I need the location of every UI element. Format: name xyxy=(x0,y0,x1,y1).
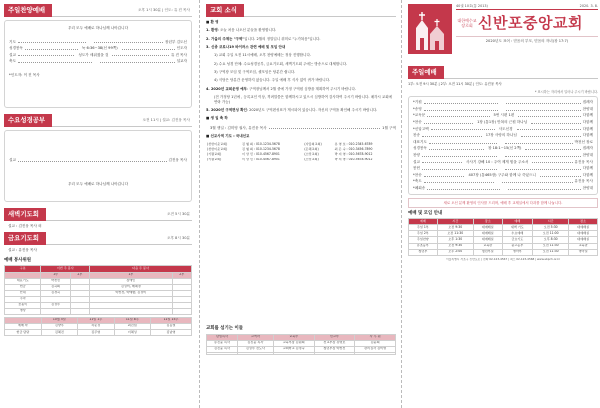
order-row: *축도 유진웅 목사 xyxy=(413,179,593,184)
order-row: 설교 김진웅 목사 xyxy=(9,158,187,163)
news-item: 3. 신종 코로나19 바이러스 관련 예배 및 모임 안내 xyxy=(206,44,286,49)
order-row: *폐회송 찬양대 xyxy=(413,186,593,191)
news-title: 교회 소식 xyxy=(206,4,244,17)
sunday-worship-section xyxy=(408,66,598,261)
right-column xyxy=(408,4,598,261)
welcome-note: 새로 오신 분께 환영의 인사를 드리며, 예배 후 교제실에서 다과를 함께 나눕니다. xyxy=(408,198,598,208)
staff-title: 교회를 섬기는 이들 xyxy=(206,326,243,331)
wednesday-section xyxy=(4,114,192,202)
church-name-block xyxy=(456,14,598,33)
news-item: 1) 교회 주일 오전 11시예배, 오후 찬양예배는 정상 진행합니다. xyxy=(214,53,311,58)
news-item: 2) 수요 성경 단체: 수요성경공부, 금요기도회, 새벽기도회 주에는 방송으로 대체합니다. xyxy=(214,61,348,66)
order-row: *송영 찬양대 xyxy=(413,106,593,111)
subsection-title: ■ 선교사역 기도 : 국내선교 xyxy=(206,134,250,139)
schedule-table: 예배 시간 장소 예배 시간 장소 주일 1부 오전 9:30 대예배실 새벽 기도 오전 5:30 대예배실 주일 2부 오전 11:30 대예배실 수요예배 오전 11:00 대예배실 주일찬양 오후 1:30 대예배실 금요기도 오후 8:30 대예배실 유초등부 오전 9:30 교육관 중고등부 오전 11:30 교육관 청년부 오후 2:00 청년부실 영아부 오전 11:30 영아실 xyxy=(408,218,598,255)
duty-section xyxy=(4,258,192,336)
order-row: 봉헌 다함께 xyxy=(413,166,593,171)
table-row: (선한이웃교회) 김 형 희 : 010-1234-5678 (사랑의교회) 유 영 호 : 010-2345-6789 xyxy=(207,142,373,146)
section-meta: 오전 11시 | 설교: 김진웅 목사 xyxy=(142,117,190,122)
closing-line: 우리 모두 예배로 하나님께 나아갑니다 xyxy=(67,181,129,186)
table-row: 대표기도 박천선 장애인 xyxy=(5,278,192,284)
table-row: 안내 김경숙 박천선, 박예향, 김성미 xyxy=(5,290,192,296)
table-row: 예배 자 김양우 차준성 최진섭 김동열 xyxy=(5,323,192,329)
section-meta: 오후 1시 30분 | 인도: 유 진 목사 xyxy=(138,7,190,12)
duty-title: 예배 봉사위원 xyxy=(4,257,31,263)
table-row: (선한이웃교회) 김 형 희 : 010-1234-5678 (은혜교회) 최 은 숙 : 010-3456-7890 xyxy=(207,147,373,152)
table-row: 김진웅 목사 김성수 전도사 교회학교 김경숙 청년부장 박천선 관리집사 김미영 xyxy=(207,346,396,352)
section-header xyxy=(4,208,192,221)
section-title: 수요성경공부 xyxy=(4,114,52,127)
table-row: (기쁨교회) 이 상 민 : 010-4567-8901 (소망교회) 박 지 영 : 010-5678-9012 xyxy=(207,157,373,162)
worship-intro: 우리 모두 예배로 하나님께 나아갑니다 xyxy=(67,26,129,30)
order-row: *신앙고백 사도신경 다함께 xyxy=(413,126,593,131)
section-title: 새벽기도회 xyxy=(4,208,46,221)
dawn-preacher: 설교 : 김진웅 목사 외 xyxy=(8,224,42,228)
section-header xyxy=(408,66,598,79)
news-item: 4. 2020년 교회운영 예부: 구역장님께서 2월 중에 가정 구역원 심방을 계획하여 주시기 바랍니다. xyxy=(206,86,357,91)
worship-order-box xyxy=(408,96,598,194)
left-column xyxy=(4,4,192,336)
order-row: 축도 설교자 xyxy=(9,59,187,64)
news-item: 1. 환영: 오늘 처음 나오신 분들을 환영합니다. xyxy=(206,28,277,33)
table-row: 주일 1부 오전 9:30 대예배실 새벽 기도 오전 5:30 대예배실 xyxy=(409,225,598,231)
order-row: 기도 장년부 김도신 xyxy=(9,39,187,44)
section-header xyxy=(4,114,192,127)
dawn-prayer-section xyxy=(4,208,192,228)
table-row: 주차 xyxy=(5,296,192,302)
leader-note: *인도자: 이 진 목사 xyxy=(9,72,40,77)
table-row xyxy=(207,352,396,354)
staff-section xyxy=(206,326,396,355)
order-row: 성경봉독 눅 6:36~38(신 99쪽) 인도자 xyxy=(9,46,187,51)
table-row: 헌금 담당 김혜진 김주영 이혜성 김남영 xyxy=(5,329,192,335)
worship-order-box xyxy=(4,20,192,108)
table-row: (기쁨교회) 이 상 민 : 010-4567-8901 (소망교회) 박 지 영 : 010-5678-9012 xyxy=(207,152,373,157)
table-row: 청년부 오후 2:00 청년부실 영아부 오전 11:30 영아실 xyxy=(409,249,598,255)
order-row: 찬송 17장 사랑의 하나님 다함께 xyxy=(413,133,593,138)
table-row: 헌금 김숙희 김성미, 배혜경 xyxy=(5,284,192,290)
order-row: *찬송 407장 (통465장) 구주와 함께 나 죽었으니 다함께 xyxy=(413,172,593,177)
section-header xyxy=(4,232,192,245)
mission-table xyxy=(206,142,396,162)
denomination: 대한예수교 장로회 xyxy=(457,17,477,28)
offering-table: 10월 5일 11일 1주 11일 8주 11일 15주 예배 자 김양우 차준성 최진섭 김동열 헌금 담당 김혜진 김주영 이혜성 김남영 xyxy=(4,317,192,336)
order-row: *찬송 1장 (통1장) 만복의 근원 하나님 다함께 xyxy=(413,120,593,125)
friday-prayer-section xyxy=(4,232,192,252)
table-row: 영상 xyxy=(5,308,192,314)
order-row: 성경봉독 창 18:1~15(신 2쪽) 집례자 xyxy=(413,146,593,151)
news-header xyxy=(206,4,396,17)
table-row: 꽃꽂이 김성수 xyxy=(5,302,192,308)
section-title: 주일예배 xyxy=(408,66,444,79)
issue-number: 40권 10호(통 2013) xyxy=(456,4,488,8)
order-row: 설교 성도가 세워졌을 것 유 진 목사 xyxy=(9,52,187,57)
standing-note: * 표시하는 자리에서 일어나 주시기 바랍니다. xyxy=(534,90,598,95)
subsection-title: ■ 생 일 축 하 xyxy=(206,116,228,121)
church-contact: 서울특별시 서초구 신반포로 | 전화 02-123-4567 | 팩스 02-123-4568 | www.sbpch.or.kr xyxy=(446,257,560,261)
wednesday-box xyxy=(4,130,192,202)
news-item: 2. 가을의 주제는 "구역"입니다. 2월의 정말입니 취미로 "누가복음"입니다. xyxy=(206,36,321,41)
birthday-row: 3월 생일 : 김미영 권사, 유진웅 목사 1월 구역 xyxy=(210,125,396,130)
section-header xyxy=(4,4,192,17)
column-divider xyxy=(401,0,402,408)
news-item: (전 가정당 1년에 , 등록교인 이상, 격려말씀은 함께하시고 있으시 심방하여 감사하여 주시기 바랍니다. 매각시 교회에 연락 가능) xyxy=(214,94,393,104)
year-motto: 2020년도 표어 : 믿음의 부모, 믿음의 자녀(창 17:7) xyxy=(456,36,598,43)
section-title: 금요기도회 xyxy=(4,232,46,245)
duty-table: 구분 이번 주 봉사 다음 주 봉사 1부 2부 1부 2부 대표기도 박천선 장애인 헌금 김숙희 김성미, 배혜경 안내 김경숙 박천선, 박예향, 김성미 주차 꽃꽂이 김성수 영상 xyxy=(4,265,192,314)
order-row: 찬양 찬양대 xyxy=(413,153,593,158)
schedule-title: 예배 및 모임 안내 xyxy=(408,210,443,216)
table-row: 유진웅 목사 김진웅 목사 교육부장 김원희 선교부장 유영호 김윤희 xyxy=(207,340,396,346)
order-row: 설교 사사기 강해 10 : 주여 제게 힘을 주소서 유진웅 목사 xyxy=(413,159,593,164)
order-row: *기원 집례자 xyxy=(413,100,593,105)
section-title: 주일찬양예배 xyxy=(4,4,52,17)
issue-date: 2020. 3. 8. xyxy=(579,4,598,8)
subsection-title: ■ 환 영 xyxy=(206,20,219,24)
table-row: 주일찬양 오후 1:30 대예배실 금요기도 오후 8:30 대예배실 xyxy=(409,237,598,243)
church-building-icon xyxy=(408,4,452,54)
order-row: *교독문 5번 시편 1편 다함께 xyxy=(413,113,593,118)
church-masthead xyxy=(408,4,598,58)
section-meta: 오후 8시 30분 xyxy=(166,236,190,241)
section-meta: 오전 5시 30분 xyxy=(166,211,190,216)
worship-meta: 1부: 오전 9시 30분 | 2부: 오전 11시 30분 | 인도: 유진웅 목사 xyxy=(408,82,502,86)
news-item: 4) 식당은 당분간 운영하지 않습니다. 주일 예배 후 식사 없이 귀가 바랍니다. xyxy=(214,78,331,83)
column-divider xyxy=(199,0,200,408)
table-row: 유초등부 오전 9:30 교육관 중고등부 오전 11:30 교육관 xyxy=(409,243,598,249)
middle-column xyxy=(206,4,396,351)
issue-line xyxy=(456,4,598,10)
church-name: 신반포중앙교회 xyxy=(478,14,583,33)
friday-preacher: 설교 : 유진웅 목사 xyxy=(8,248,37,253)
table-row: 주일 2부 오전 11:30 대예배실 수요예배 오전 11:00 대예배실 xyxy=(409,231,598,237)
staff-table: 담임목사 교역자 교육부 선교부 사 무 원 유진웅 목사 김진웅 목사 교육부장 김원희 선교부장 유영호 김윤희 김진웅 목사 김성수 전도사 교회학교 김경숙 청년부장 박천선 관리집사 김미영 xyxy=(206,334,396,355)
order-row: 대표기도 박천선 장로 xyxy=(413,139,593,144)
sunday-praise-section xyxy=(4,4,192,108)
news-item: 5. 2020년 구역편성 확인: 2020년도 구역편성표가 게시되어 있습니다. 자신의 구역을 확인해 주시기 바랍니다. xyxy=(206,107,378,112)
news-item: 3) 구역장 모임 및 구역모임, 셀모임은 당분간 쉽니다. xyxy=(214,69,296,74)
